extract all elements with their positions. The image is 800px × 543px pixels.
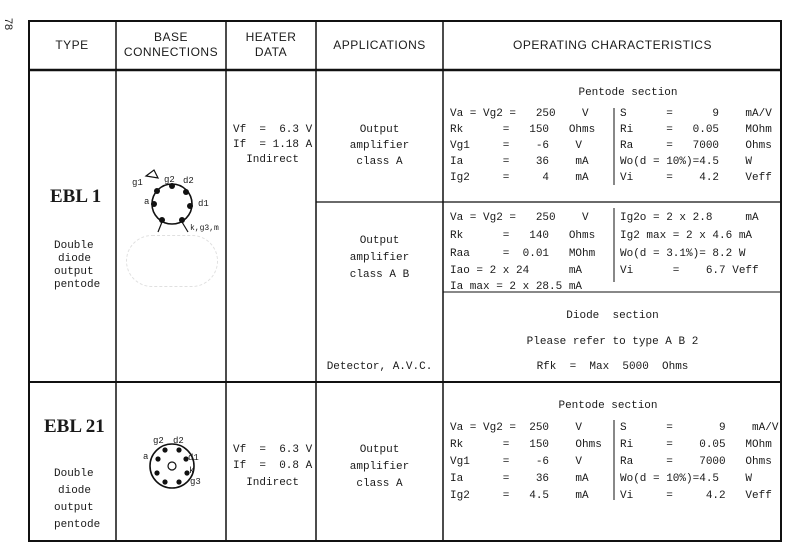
header-base-connections — [116, 20, 226, 70]
ebl1-classA-right-4: Wo(d = 10%)=4.5 W — [620, 156, 753, 168]
ebl21-right-5: Vi = 4.2 Veff — [620, 490, 772, 502]
ebl1-pin-g1: g1 — [132, 178, 143, 188]
ebl21-app1-line1: Output — [359, 444, 400, 456]
ebl21-desc-1: Double — [54, 468, 94, 480]
ebl21-desc-3: output — [54, 502, 94, 514]
header-heater-data — [226, 20, 316, 70]
ebl21-left-4: Ia = 36 mA — [450, 473, 589, 485]
ebl1-classA-right-5: Vi = 4.2 Veff — [620, 172, 772, 184]
ebl1-classA-left-1: Va = Vg2 = 250 V — [450, 108, 589, 120]
ebl21-pentode-title: Pentode section — [558, 400, 658, 412]
ebl1-desc-4: pentode — [54, 279, 101, 291]
ebl1-app3: Detector, A.V.C. — [326, 361, 433, 373]
ebl1-classA-left-2: Rk = 150 Ohms — [450, 124, 596, 136]
header-applications: APPLICATIONS — [333, 37, 426, 52]
ebl1-heater-vf: Vf = 6.3 V — [233, 124, 313, 136]
type-ebl21: EBL 21 — [44, 416, 105, 437]
ebl1-app2-line3: class A B — [349, 269, 410, 281]
ebl21-pin-d1: d1 — [188, 453, 199, 463]
ebl21-heater-type: Indirect — [233, 477, 300, 489]
ebl21-desc-2: diode — [58, 485, 92, 497]
ebl1-classAB-left-5: Ia max = 2 x 28.5 mA — [450, 281, 583, 293]
ebl21-left-1: Va = Vg2 = 250 V — [450, 422, 583, 434]
header-base-line2: CONNECTIONS — [123, 45, 219, 59]
ebl21-pin-k: k — [189, 466, 195, 476]
ebl1-app2-line2: amplifier — [349, 252, 410, 264]
ebl1-classAB-right-4: Vi = 6.7 Veff — [620, 265, 759, 277]
ebl1-app2-line1: Output — [359, 235, 400, 247]
ebl1-classA-right-2: Ri = 0.05 MOhm — [620, 124, 772, 136]
ebl1-diode-rfk: Rfk = Max 5000 Ohms — [536, 361, 689, 373]
ebl1-classA-left-5: Ig2 = 4 mA — [450, 172, 589, 184]
ebl21-right-4: Wo(d = 10%)=4.5 W — [620, 473, 753, 485]
ebl1-classA-left-4: Ia = 36 mA — [450, 156, 589, 168]
ebl21-pin-g3: g3 — [190, 477, 201, 487]
ebl1-desc-3: output — [54, 266, 94, 278]
ebl1-heater-if: If = 1.18 A — [233, 139, 313, 151]
ebl1-pin-a: a — [144, 197, 150, 207]
header-type: TYPE — [55, 37, 89, 52]
ebl1-pin-k: k,g3,m — [190, 224, 219, 233]
ebl1-classAB-right-2: Ig2 max = 2 x 4.6 mA — [620, 230, 753, 242]
ebl1-pin-d1: d1 — [198, 199, 209, 209]
ebl21-pin-a: a — [143, 452, 149, 462]
ebl21-desc-4: pentode — [54, 519, 101, 531]
ebl21-app1-line2: amplifier — [349, 461, 410, 473]
header-heater-line2: DATA — [254, 45, 288, 59]
ebl1-classA-right-1: S = 9 mA/V — [620, 108, 772, 120]
ebl21-pin-g2: g2 — [153, 436, 164, 446]
header-heater-line1: HEATER — [245, 30, 297, 44]
ebl1-classAB-left-2: Rk = 140 Ohms — [450, 230, 596, 242]
ebl1-classA-right-3: Ra = 7000 Ohms — [620, 140, 772, 152]
page-number: 78 — [2, 17, 15, 31]
ebl1-classAB-right-3: Wo(d = 3.1%)= 8.2 W — [620, 248, 746, 260]
ebl1-classAB-left-4: Iao = 2 x 24 mA — [450, 265, 583, 277]
type-ebl1: EBL 1 — [50, 186, 102, 207]
ebl1-diode-reference: Please refer to type A B 2 — [526, 336, 699, 348]
ebl21-heater-vf: Vf = 6.3 V — [233, 444, 313, 456]
ebl21-heater-if: If = 0.8 A — [233, 460, 313, 472]
ebl21-right-2: Ri = 0.05 MOhm — [620, 439, 772, 451]
ebl1-classAB-right-1: Ig2o = 2 x 2.8 mA — [620, 212, 759, 224]
ebl1-heater-type: Indirect — [233, 154, 300, 166]
ebl21-app1-line3: class A — [356, 478, 403, 490]
ebl21-left-5: Ig2 = 4.5 mA — [450, 490, 589, 502]
ebl1-classA-left-3: Vg1 = -6 V — [450, 140, 583, 152]
ebl21-left-3: Vg1 = -6 V — [450, 456, 583, 468]
ebl1-pin-d2: d2 — [183, 176, 194, 186]
header-operating-characteristics: OPERATING CHARACTERISTICS — [513, 37, 712, 52]
ebl21-left-2: Rk = 150 Ohms — [450, 439, 602, 451]
ebl1-desc-2: diode — [58, 253, 92, 265]
ebl1-app1-line1: Output — [359, 124, 400, 136]
ebl1-diode-title: Diode section — [566, 310, 659, 322]
ebl1-app1-line3: class A — [356, 156, 403, 168]
ebl1-classAB-left-3: Raa = 0.01 MOhm — [450, 248, 596, 260]
ebl21-right-1: S = 9 mA/V — [620, 422, 779, 434]
ebl1-pentode-title: Pentode section — [578, 87, 678, 99]
ebl1-desc-1: Double — [54, 240, 94, 252]
ebl1-classAB-left-1: Va = Vg2 = 250 V — [450, 212, 589, 224]
ebl21-right-3: Ra = 7000 Ohms — [620, 456, 772, 468]
bleed-through-ghost — [126, 235, 218, 287]
ebl21-pin-d2: d2 — [173, 436, 184, 446]
ebl1-app1-line2: amplifier — [349, 140, 410, 152]
tube-data-table — [28, 20, 782, 543]
ebl1-pin-g2: g2 — [164, 175, 175, 185]
header-base-line1: BASE — [153, 30, 188, 44]
